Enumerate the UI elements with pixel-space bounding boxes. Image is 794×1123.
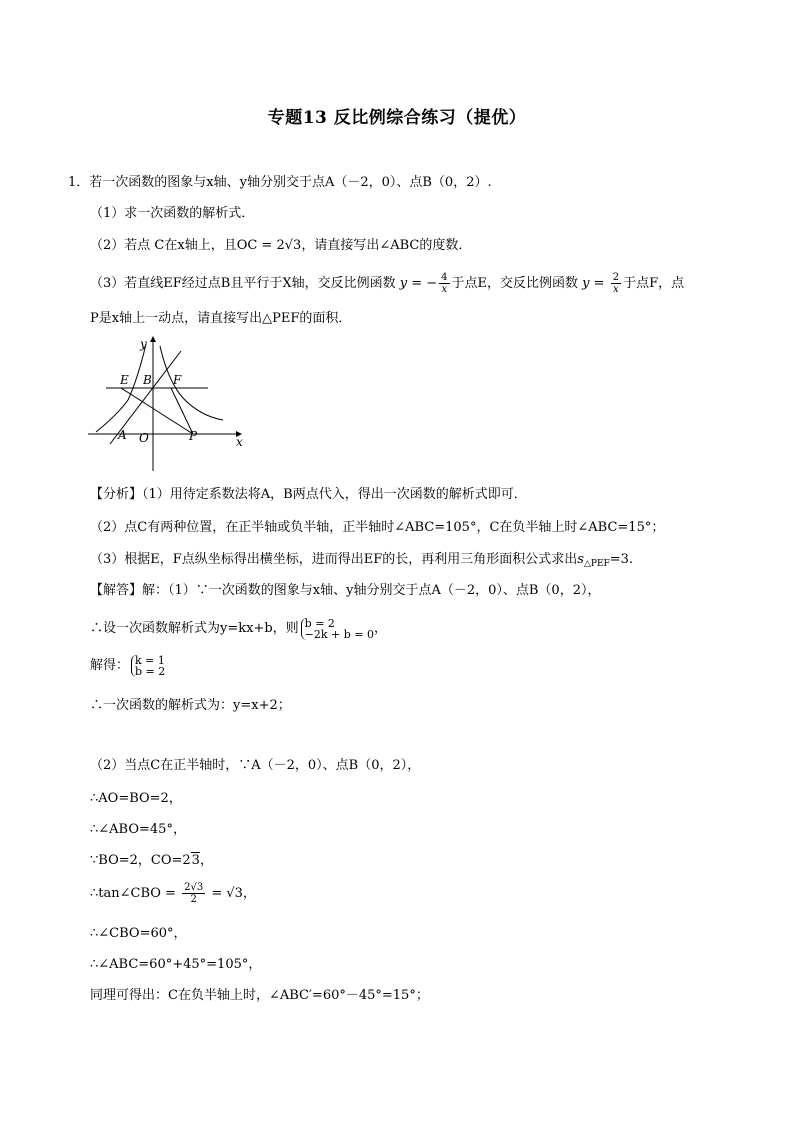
solution-line-9: ∴tan∠CBO = $\frac{2√3}{2}$ = √3， <box>90 882 256 905</box>
analysis-line-3: （3）根据E，F点纵坐标得出横坐标，进而得出EF的长，再利用三角形面积公式求出$s_{\triangle PEF}=3$. <box>90 552 634 569</box>
solution-line-1: 【解答】解：（1）∵一次函数的图象与x轴、y轴分别交于点A（－2，0）、点B（0，2）， <box>90 583 601 598</box>
fraction: $\frac{4}{x}$ <box>441 272 448 295</box>
y-axis-label: y <box>140 337 147 351</box>
point-a-label: A <box>118 428 127 442</box>
solution-line-4: ∴一次函数的解析式为：y=x+2； <box>90 698 291 713</box>
question-stem: 1．若一次函数的图象与x轴、y轴分别交于点A（－2，0）、点B（0，2）. <box>68 175 492 190</box>
equation-system: b = 2 −2k + b = 0 <box>301 618 374 640</box>
solution-line-3: 解得： k = 1 b = 2 <box>90 653 166 678</box>
point-e-label: E <box>120 373 129 387</box>
solution-line-12: 同理可得出：C在负半轴上时，∠ABC′=60°－45°=15°； <box>90 988 429 1003</box>
solution-line-10: ∴∠CBO=60°， <box>90 926 187 941</box>
fraction: $\frac{2}{x}$ <box>612 272 620 295</box>
solution-line-11: ∴∠ABC=60°+45°=105°， <box>90 957 262 972</box>
solution-line-2: ∴设一次函数解析式为y=kx+b，则 b = 2 −2k + b = 0 ， <box>90 616 388 641</box>
solution-line-5: （2）当点C在正半轴时，∵A（－2，0）、点B（0，2）， <box>90 758 421 773</box>
y-axis-arrow <box>150 336 156 342</box>
equation-system: k = 1 b = 2 <box>131 655 165 677</box>
point-b-label: B <box>143 373 152 387</box>
page-title: 专题13 反比例综合练习（提优） <box>267 108 527 128</box>
question-part-3: （3）若直线EF经过点B且平行于X轴，交反比例函数 y = − $\frac{4}{x}$ 于点E，交反比例函数 y = $\frac{2}{x}$ 于点F，点 <box>90 272 685 295</box>
point-f-label: F <box>173 373 182 387</box>
fraction: $\frac{2√3}{2}$ <box>184 882 204 905</box>
solution-line-6: ∴AO=BO=2， <box>90 791 182 806</box>
point-p-label: P <box>189 429 198 443</box>
solution-line-8: ∵BO=2，CO=23， <box>90 853 213 868</box>
solution-line-7: ∴∠ABO=45°， <box>90 822 186 837</box>
hyperbola-positive-branch <box>160 346 223 420</box>
question-part-2: （2）若点 C在x轴上，且OC = 2√3，请直接写出∠ABC的度数． <box>90 238 472 253</box>
analysis-line-2: （2）点C有两种位置，在正半轴或负半轴，正半轴时∠ABC=105°，C在负半轴上时∠ABC=15°； <box>90 520 665 535</box>
analysis-line-1: 【分析】（1）用待定系数法将A，B两点代入，得出一次函数的解析式即可． <box>90 487 527 502</box>
question-part-1: （1）求一次函数的解析式． <box>90 206 255 221</box>
question-part-3-cont: P是x轴上一动点，请直接写出△PEF的面积． <box>90 311 352 326</box>
x-axis-label: x <box>236 435 243 449</box>
origin-label: O <box>139 431 149 445</box>
function-graph-figure <box>88 336 258 476</box>
